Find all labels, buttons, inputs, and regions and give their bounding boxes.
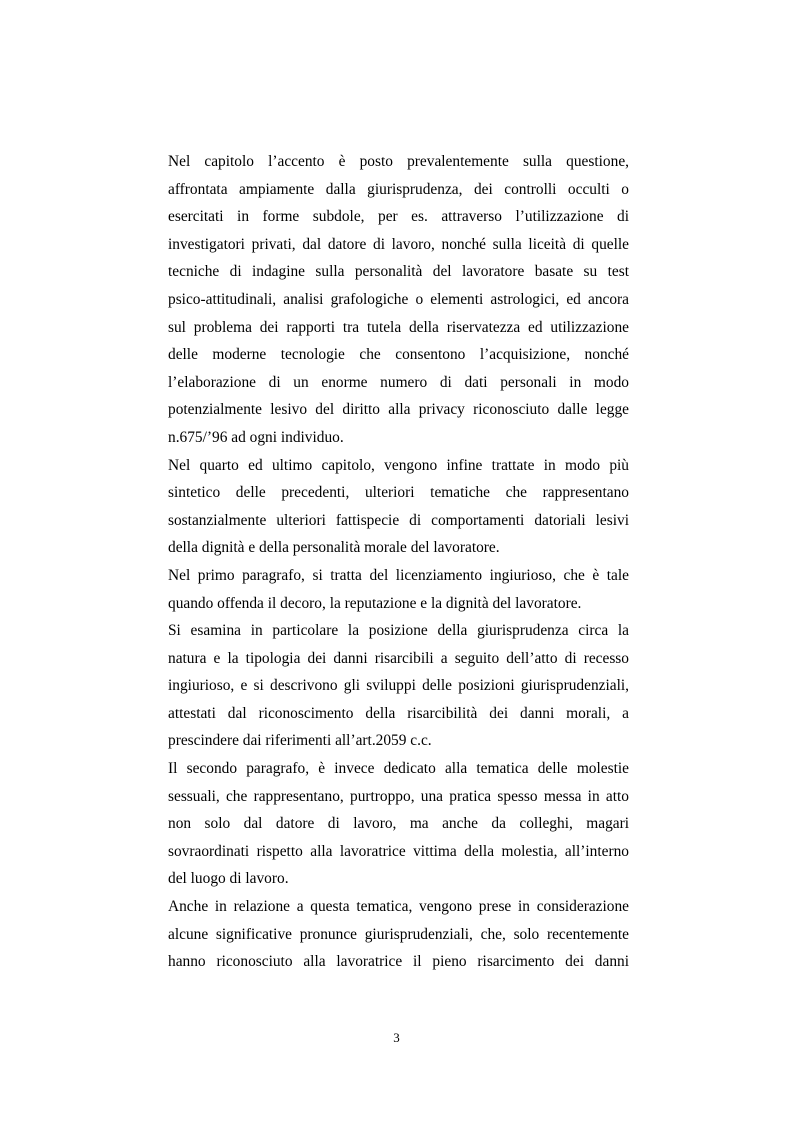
paragraph-4 — [168, 617, 629, 755]
text-line: del luogo di lavoro. — [168, 870, 289, 888]
text-line: ingiurioso, e si descrivono gli sviluppi delle posizioni giurisprudenziali, — [168, 677, 629, 695]
text-line: Si esamina in particolare la posizione della giurisprudenza circa la — [168, 622, 629, 640]
text-line: attestati dal riconoscimento della risarcibilità dei danni morali, a — [168, 704, 629, 722]
text-line: sostanzialmente ulteriori fattispecie di comportamenti datoriali lesivi — [168, 511, 629, 529]
text-line: Nel primo paragrafo, si tratta del licenziamento ingiurioso, che è tale — [168, 566, 629, 584]
text-line: della dignità e della personalità morale del lavoratore. — [168, 539, 500, 557]
text-line: Nel quarto ed ultimo capitolo, vengono infine trattate in modo più — [168, 456, 629, 474]
text-line: sovraordinati rispetto alla lavoratrice vittima della molestia, all’interno — [168, 842, 629, 860]
text-line: quando offenda il decoro, la reputazione e la dignità del lavoratore. — [168, 594, 582, 612]
text-line: alcune significative pronunce giurisprudenziali, che, solo recentemente — [168, 925, 629, 943]
text-line: natura e la tipologia dei danni risarcibili a seguito dell’atto di recesso — [168, 649, 629, 667]
text-line: Il secondo paragrafo, è invece dedicato alla tematica delle molestie — [168, 760, 629, 778]
text-line: hanno riconosciuto alla lavoratrice il pieno risarcimento dei danni — [168, 953, 629, 971]
text-line: n.675/’96 ad ogni individuo. — [168, 428, 344, 446]
text-line: sessuali, che rappresentano, purtroppo, una pratica spesso messa in atto — [168, 787, 629, 805]
text-line: sul problema dei rapporti tra tutela della riservatezza ed utilizzazione — [168, 318, 629, 336]
text-line: sintetico delle precedenti, ulteriori tematiche che rappresentano — [168, 484, 629, 502]
text-line: l’elaborazione di un enorme numero di dati personali in modo — [168, 373, 629, 391]
paragraph-2 — [168, 452, 629, 562]
paragraph-5 — [168, 755, 629, 893]
text-line: delle moderne tecnologie che consentono l’acquisizione, nonché — [168, 346, 629, 364]
text-line: Anche in relazione a questa tematica, vengono prese in considerazione — [168, 898, 629, 916]
body-text — [168, 148, 629, 976]
text-line: affrontata ampiamente dalla giurisprudenza, dei controlli occulti o — [168, 180, 629, 198]
text-line: non solo dal datore di lavoro, ma anche da colleghi, magari — [168, 815, 629, 833]
text-line: tecniche di indagine sulla personalità del lavoratore basate su test — [168, 263, 629, 281]
text-line: psico-attitudinali, analisi grafologiche o elementi astrologici, ed ancora — [168, 290, 629, 308]
text-line: Nel capitolo l’accento è posto prevalentemente sulla questione, — [168, 153, 629, 170]
text-line: prescindere dai riferimenti all’art.2059 c.c. — [168, 732, 432, 750]
paragraph-6 — [168, 893, 629, 976]
text-line: esercitati in forme subdole, per es. attraverso l’utilizzazione di — [168, 208, 629, 226]
text-line: investigatori privati, dal datore di lavoro, nonché sulla liceità di quelle — [168, 235, 629, 253]
paragraph-3 — [168, 562, 629, 617]
paragraph-1 — [168, 148, 629, 452]
page-number: 3 — [393, 1030, 400, 1045]
text-line: potenzialmente lesivo del diritto alla privacy riconosciuto dalle legge — [168, 401, 629, 419]
